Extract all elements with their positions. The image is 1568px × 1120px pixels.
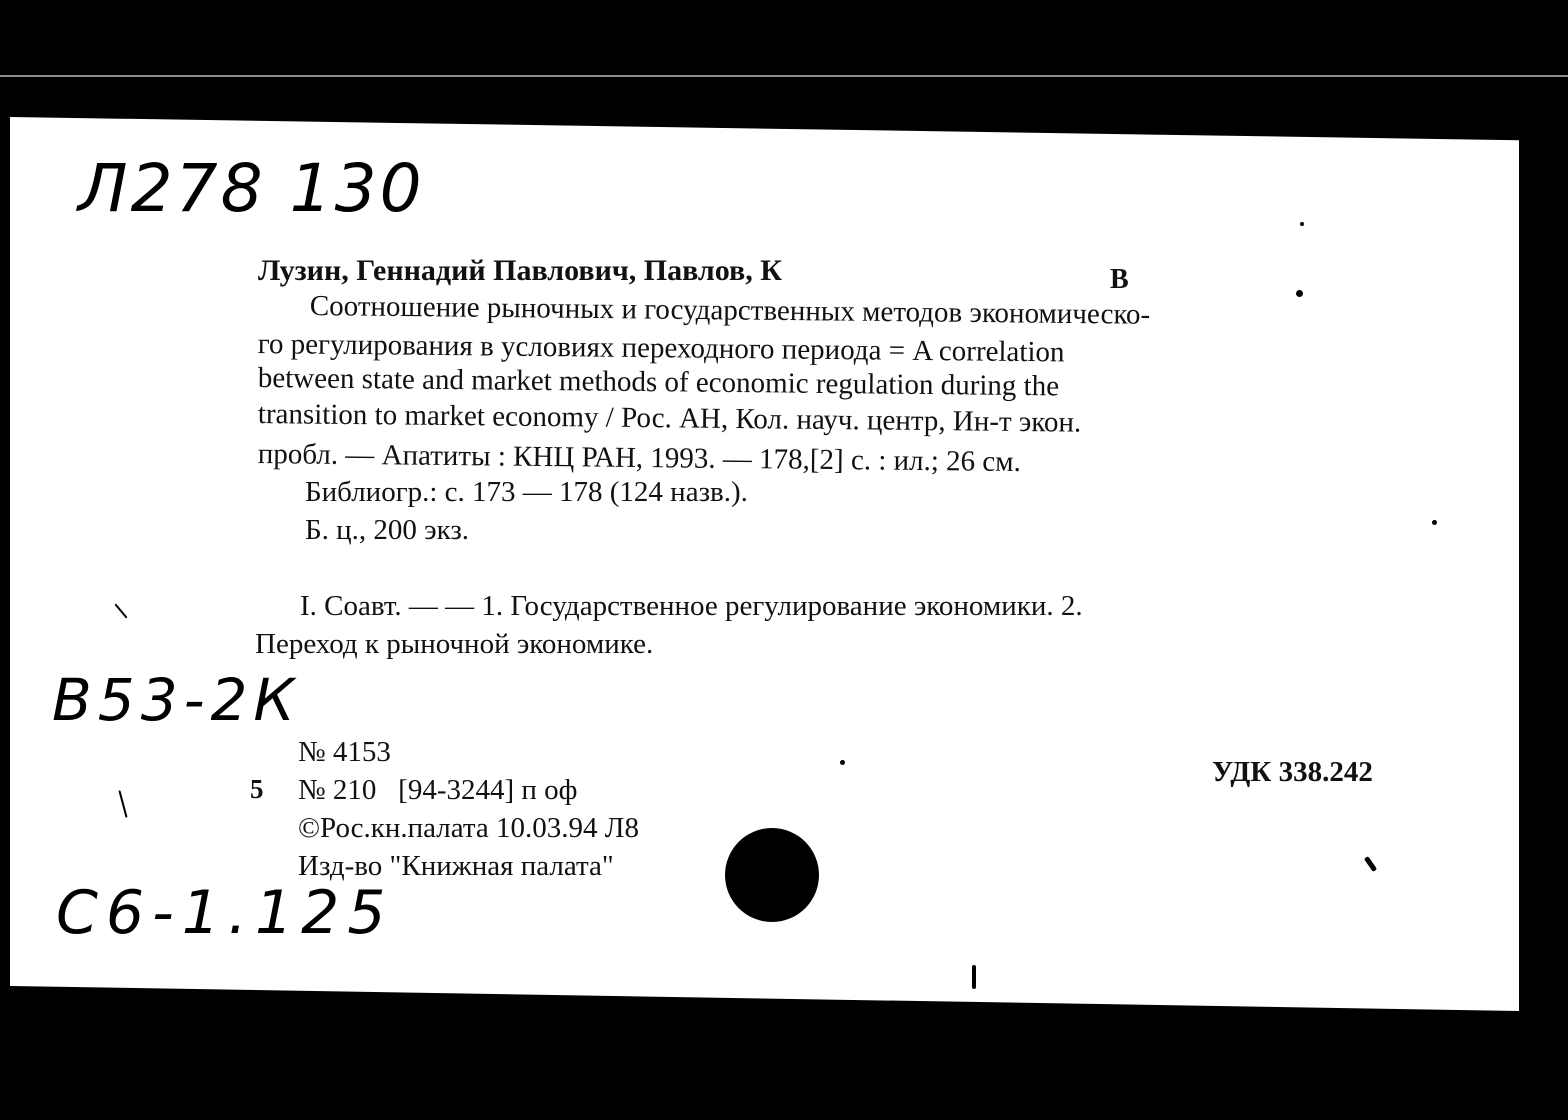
scanner-edge-line: [0, 75, 1568, 77]
scan-speck: [1432, 520, 1437, 525]
entry-body-line: го регулирования в условиях переходного периода = A correlation: [257, 328, 1065, 369]
punch-hole: [725, 828, 819, 922]
entry-body-line: Соотношение рыночных и государственных методов экономическо-: [309, 290, 1151, 331]
entry-body-line: пробл. — Апатиты : КНЦ РАН, 1993. — 178,[2] с. : ил.; 26 см.: [257, 438, 1022, 478]
publisher-line: Изд-во "Книжная палата": [298, 850, 614, 882]
handwritten-inventory-number: С6-1.125: [56, 878, 394, 948]
entry-body-line: between state and market methods of economic regulation during the: [257, 362, 1060, 403]
handwritten-call-number: Л278 130: [78, 150, 425, 227]
scan-speck: [1300, 222, 1304, 226]
entry-body-line: transition to market economy / Рос. АН, Кол. науч. центр, Ин-т экон.: [257, 398, 1082, 439]
copyright-line: ©Рос.кн.палата 10.03.94 Л8: [298, 812, 639, 844]
tracings-line: I. Соавт. — — 1. Государственное регулирование экономики. 2.: [300, 590, 1083, 622]
handwritten-shelf-mark: В53-2К: [52, 666, 301, 734]
entry-heading: Лузин, Геннадий Павлович, Павлов, К: [258, 254, 782, 287]
record-number: № 4153: [298, 736, 391, 768]
scan-speck: [972, 965, 976, 989]
scan-speck: [1296, 290, 1303, 297]
record-number-prefix: 5: [250, 774, 264, 804]
price-note: Б. ц., 200 экз.: [305, 514, 470, 546]
order-number: № 210 [94-3244] п оф: [298, 774, 578, 806]
scan-speck: [840, 760, 845, 765]
bibliography-note: Библиогр.: с. 173 — 178 (124 назв.).: [305, 476, 748, 508]
udc-code: УДК 338.242: [1212, 756, 1373, 788]
entry-heading-letter: В: [1110, 264, 1129, 295]
tracings-line: Переход к рыночной экономике.: [255, 628, 654, 660]
